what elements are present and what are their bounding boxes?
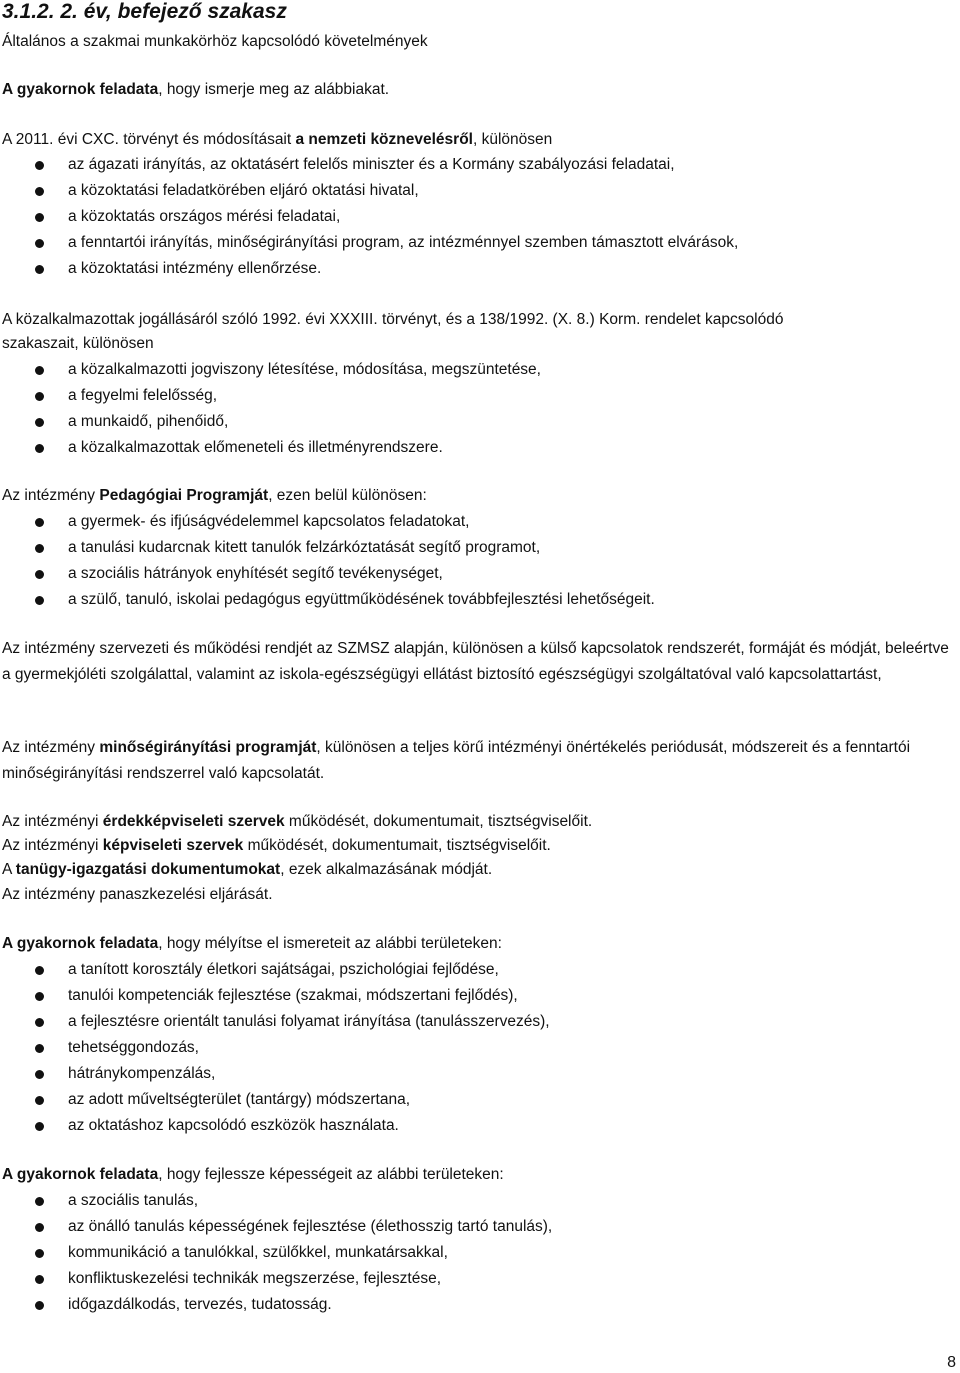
bullet-icon: [35, 161, 44, 170]
bullet-icon: [35, 518, 44, 527]
list-item: az adott műveltségterület (tantárgy) módszertana,: [68, 1091, 411, 1108]
representative-paragraph: [2, 836, 551, 856]
program-pre: Az intézmény: [2, 487, 100, 504]
bullet-icon: [35, 366, 44, 375]
bullet-icon: [35, 992, 44, 1001]
list-item: a szociális tanulás,: [68, 1192, 199, 1209]
quality-pre: Az intézmény: [2, 739, 100, 756]
interest-post: működését, dokumentumait, tisztségviselőit.: [284, 813, 593, 830]
bullet-icon: [35, 187, 44, 196]
bullet-icon: [35, 966, 44, 975]
bullet-icon: [35, 1275, 44, 1284]
list-item: a közoktatás országos mérési feladatai,: [68, 208, 341, 225]
bullet-icon: [35, 1249, 44, 1258]
bullet-icon: [35, 1122, 44, 1131]
program-post: , ezen belül különösen:: [268, 487, 427, 504]
list-item: tanulói kompetenciák fejlesztése (szakmai, módszertani fejlődés),: [68, 987, 518, 1004]
program-bold: Pedagógiai Programját: [99, 487, 269, 504]
deepen-rest: , hogy mélyítse el ismereteit az alábbi területeken:: [158, 935, 502, 952]
law1-post: , különösen: [472, 131, 553, 148]
quality-bold: minőségirányítási programját: [99, 739, 317, 756]
list-item: a fenntartói irányítás, minőségirányítási program, az intézménnyel szemben támasztott elvárások,: [68, 234, 739, 251]
list-item: a fejlesztésre orientált tanulási folyamat irányítása (tanulásszervezés),: [68, 1013, 550, 1030]
bullet-icon: [35, 570, 44, 579]
representative-bold: képviseleti szervek: [102, 837, 244, 854]
bullet-icon: [35, 1018, 44, 1027]
admin-paragraph: [2, 860, 492, 880]
bullet-icon: [35, 418, 44, 427]
bullet-icon: [35, 1096, 44, 1105]
list-item: a tanulási kudarcnak kitett tanulók felzárkóztatását segítő programot,: [68, 539, 541, 556]
develop-rest: , hogy fejlessze képességeit az alábbi területeken:: [158, 1166, 504, 1183]
admin-post: , ezek alkalmazásának módját.: [280, 861, 493, 878]
szmsz-paragraph: Az intézmény szervezeti és működési rendjét az SZMSZ alapján, különösen a külső kapcsolatok rendszerét, formáját és módját, beleértve a gyermekjóléti szolgálattal, valamint az iskola-egészségügyi ellátást biztosító egészségügyi szolgáltatóval való kapcsolattartást,: [2, 640, 949, 683]
program-paragraph: [2, 486, 427, 506]
quality-paragraph: [2, 735, 954, 787]
bullet-icon: [35, 1197, 44, 1206]
list-item: a közoktatási intézmény ellenőrzése.: [68, 260, 322, 277]
bullet-icon: [35, 444, 44, 453]
page-number: 8: [947, 1354, 956, 1371]
list-item: konfliktuskezelési technikák megszerzése, fejlesztése,: [68, 1270, 442, 1287]
list-item: a közalkalmazottak előmeneteli és illetményrendszere.: [68, 439, 443, 456]
develop-bold: A gyakornok feladata: [2, 1166, 159, 1183]
complaint-paragraph: Az intézmény panaszkezelési eljárását.: [2, 886, 273, 903]
interest-pre: Az intézményi: [2, 813, 103, 830]
section-heading: 3.1.2. 2. év, befejező szakasz: [2, 0, 287, 23]
list-item: az oktatáshoz kapcsolódó eszközök használata.: [68, 1117, 399, 1134]
list-item: kommunikáció a tanulókkal, szülőkkel, munkatársakkal,: [68, 1244, 448, 1261]
list-item: a szociális hátrányok enyhítését segítő tevékenységet,: [68, 565, 443, 582]
list-item: a szülő, tanuló, iskolai pedagógus együttműködésének továbbfejlesztési lehetőségeit.: [68, 591, 655, 608]
bullet-icon: [35, 392, 44, 401]
bullet-icon: [35, 239, 44, 248]
intro-paragraph: [2, 80, 389, 100]
bullet-icon: [35, 1301, 44, 1310]
representative-post: működését, dokumentumait, tisztségviselőit.: [243, 837, 551, 854]
list-item: a munkaidő, pihenőidő,: [68, 413, 229, 430]
admin-bold: tanügy-igazgatási dokumentumokat: [15, 861, 281, 878]
admin-pre: A: [2, 861, 16, 878]
quality-post: , különösen a teljes körű intézményi önértékelés periódusát, módszereit és a fenntartói minőségirányítási rendszerrel való kapcsolatát.: [2, 739, 911, 782]
bullet-icon: [35, 596, 44, 605]
subheading: Általános a szakmai munkakörhöz kapcsolódó követelmények: [2, 33, 428, 50]
deepen-bold: A gyakornok feladata: [2, 935, 159, 952]
list-item: a gyermek- és ifjúságvédelemmel kapcsolatos feladatokat,: [68, 513, 470, 530]
list-item: az önálló tanulás képességének fejlesztése (élethosszig tartó tanulás),: [68, 1218, 553, 1235]
list-item: időgazdálkodás, tervezés, tudatosság.: [68, 1296, 332, 1313]
bullet-icon: [35, 544, 44, 553]
law1-bold: a nemzeti köznevelésről: [295, 131, 473, 148]
bullet-icon: [35, 1044, 44, 1053]
interest-paragraph: [2, 812, 592, 832]
bullet-icon: [35, 265, 44, 274]
law2-line2: szakaszait, különösen: [2, 335, 154, 352]
law1-pre: A 2011. évi CXC. törvényt és módosításait: [2, 131, 296, 148]
law2-line1: A közalkalmazottak jogállásáról szóló 1992. évi XXXIII. törvényt, és a 138/1992. (X. 8.) Korm. rendelet kapcsolódó: [2, 311, 784, 328]
bullet-icon: [35, 213, 44, 222]
list-item: az ágazati irányítás, az oktatásért felelős miniszter és a Kormány szabályozási feladatai,: [68, 156, 675, 173]
bullet-icon: [35, 1223, 44, 1232]
intro-rest: , hogy ismerje meg az alábbiakat.: [158, 81, 390, 98]
bullet-icon: [35, 1070, 44, 1079]
intro-bold: A gyakornok feladata: [2, 81, 159, 98]
develop-paragraph: [2, 1165, 504, 1185]
list-item: hátránykompenzálás,: [68, 1065, 216, 1082]
list-item: a fegyelmi felelősség,: [68, 387, 218, 404]
list-item: tehetséggondozás,: [68, 1039, 199, 1056]
law1-paragraph: [2, 130, 552, 150]
list-item: a közoktatási feladatkörében eljáró oktatási hivatal,: [68, 182, 419, 199]
deepen-paragraph: [2, 934, 502, 954]
list-item: a tanított korosztály életkori sajátságai, pszichológiai fejlődése,: [68, 961, 499, 978]
interest-bold: érdekképviseleti szervek: [102, 813, 285, 830]
list-item: a közalkalmazotti jogviszony létesítése, módosítása, megszüntetése,: [68, 361, 541, 378]
representative-pre: Az intézményi: [2, 837, 103, 854]
